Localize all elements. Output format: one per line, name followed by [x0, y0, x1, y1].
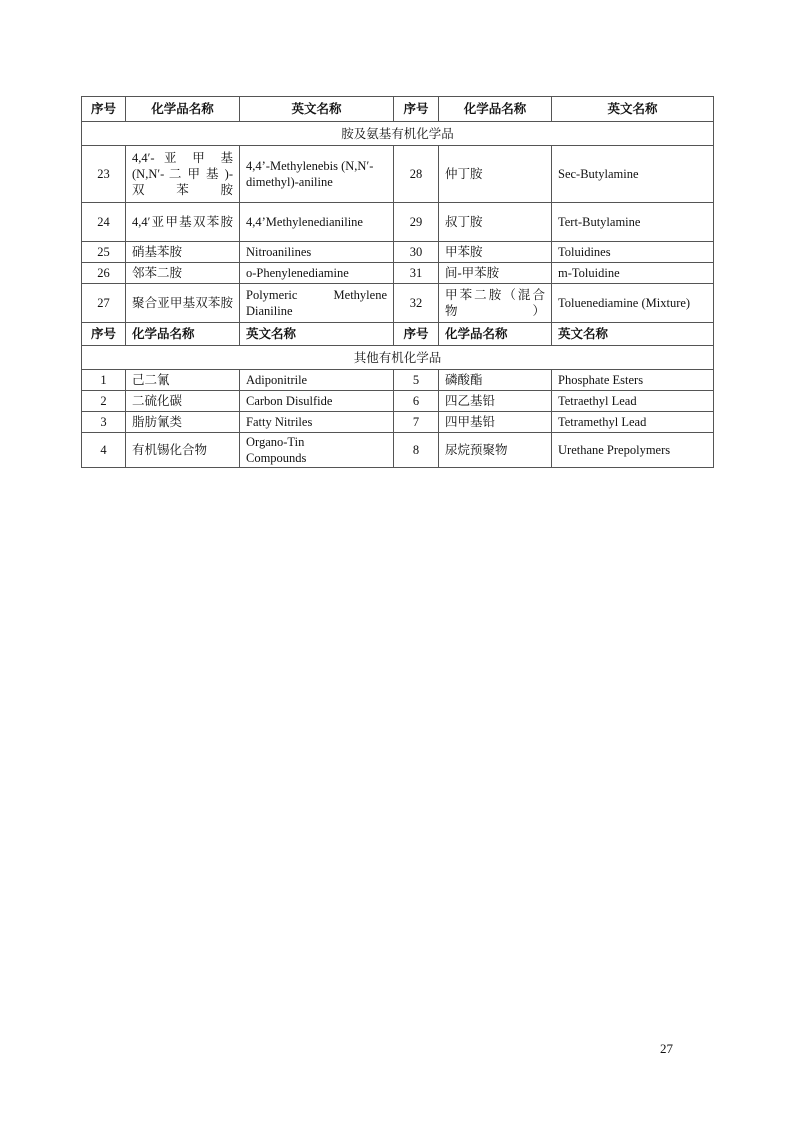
- table-header-row: [82, 323, 714, 346]
- row-en-name: m-Toluidine: [552, 263, 714, 284]
- row-cn-name: 己二氰: [126, 370, 240, 391]
- row-no: 30: [394, 242, 439, 263]
- row-en-name: Nitroanilines: [240, 242, 394, 263]
- chemicals-table: [81, 96, 714, 468]
- row-cn-name: 4,4′- 亚 甲 基 (N,N′- 二 甲 基 )- 双苯胺: [126, 146, 240, 203]
- row-no: 8: [394, 433, 439, 468]
- table-header-row: [82, 97, 714, 122]
- row-en-name: Phosphate Esters: [552, 370, 714, 391]
- header-cn-name: 化学品名称: [126, 97, 240, 122]
- table-row: [82, 412, 714, 433]
- section-row: [82, 122, 714, 146]
- row-no: 3: [82, 412, 126, 433]
- row-en-name: Urethane Prepolymers: [552, 433, 714, 468]
- header-en-name: 英文名称: [552, 97, 714, 122]
- row-en-name: Adiponitrile: [240, 370, 394, 391]
- section-row: [82, 346, 714, 370]
- row-en-name: Tert-Butylamine: [552, 203, 714, 242]
- header-en-name: 英文名称: [240, 323, 394, 346]
- row-cn-name: 甲苯胺: [439, 242, 552, 263]
- row-en-name: Organo-Tin Compounds: [240, 433, 394, 468]
- row-cn-name: 仲丁胺: [439, 146, 552, 203]
- section-title-amines: 胺及氨基有机化学品: [82, 122, 714, 146]
- table-row: [82, 284, 714, 323]
- header-no: 序号: [82, 97, 126, 122]
- row-no: 32: [394, 284, 439, 323]
- row-no: 27: [82, 284, 126, 323]
- row-en-name: Sec-Butylamine: [552, 146, 714, 203]
- row-en-name: Polymeric Methylene Dianiline: [240, 284, 394, 323]
- row-cn-name: 四甲基铅: [439, 412, 552, 433]
- row-cn-name: 二硫化碳: [126, 391, 240, 412]
- header-en-name: 英文名称: [240, 97, 394, 122]
- row-cn-name: 尿烷预聚物: [439, 433, 552, 468]
- row-no: 6: [394, 391, 439, 412]
- header-cn-name: 化学品名称: [439, 97, 552, 122]
- table-row: [82, 391, 714, 412]
- table-row: [82, 370, 714, 391]
- row-no: 5: [394, 370, 439, 391]
- header-en-name: 英文名称: [552, 323, 714, 346]
- row-no: 4: [82, 433, 126, 468]
- page-number: 27: [660, 1041, 673, 1056]
- row-cn-name: 间-甲苯胺: [439, 263, 552, 284]
- table-row: [82, 263, 714, 284]
- row-en-name: Carbon Disulfide: [240, 391, 394, 412]
- row-cn-name: 磷酸酯: [439, 370, 552, 391]
- table-row: [82, 433, 714, 468]
- row-cn-name: 4,4′亚甲基双苯胺: [126, 203, 240, 242]
- header-no: 序号: [394, 323, 439, 346]
- row-cn-name: 脂肪氰类: [126, 412, 240, 433]
- row-no: 7: [394, 412, 439, 433]
- row-en-name: Tetraethyl Lead: [552, 391, 714, 412]
- row-en-name: Fatty Nitriles: [240, 412, 394, 433]
- row-no: 25: [82, 242, 126, 263]
- row-cn-name: 甲苯二胺（混合物）: [439, 284, 552, 323]
- row-cn-name: 邻苯二胺: [126, 263, 240, 284]
- row-no: 29: [394, 203, 439, 242]
- row-en-name: Toluidines: [552, 242, 714, 263]
- row-en-name: Toluenediamine (Mixture): [552, 284, 714, 323]
- row-no: 31: [394, 263, 439, 284]
- row-cn-name: 四乙基铅: [439, 391, 552, 412]
- header-no: 序号: [394, 97, 439, 122]
- row-en-name: 4,4’Methylenedianiline: [240, 203, 394, 242]
- row-cn-name: 叔丁胺: [439, 203, 552, 242]
- table-row: [82, 242, 714, 263]
- header-no: 序号: [82, 323, 126, 346]
- row-cn-name: 有机锡化合物: [126, 433, 240, 468]
- row-no: 23: [82, 146, 126, 203]
- row-no: 2: [82, 391, 126, 412]
- row-en-name: Tetramethyl Lead: [552, 412, 714, 433]
- section-title-other: 其他有机化学品: [82, 346, 714, 370]
- table-row: [82, 146, 714, 203]
- row-en-name: o-Phenylenediamine: [240, 263, 394, 284]
- row-no: 28: [394, 146, 439, 203]
- row-no: 26: [82, 263, 126, 284]
- row-cn-name: 聚合亚甲基双苯胺: [126, 284, 240, 323]
- table-row: [82, 203, 714, 242]
- row-no: 24: [82, 203, 126, 242]
- header-cn-name: 化学品名称: [439, 323, 552, 346]
- header-cn-name: 化学品名称: [126, 323, 240, 346]
- row-no: 1: [82, 370, 126, 391]
- row-cn-name: 硝基苯胺: [126, 242, 240, 263]
- row-en-name: 4,4’-Methylenebis (N,N′-dimethyl)-aniline: [240, 146, 394, 203]
